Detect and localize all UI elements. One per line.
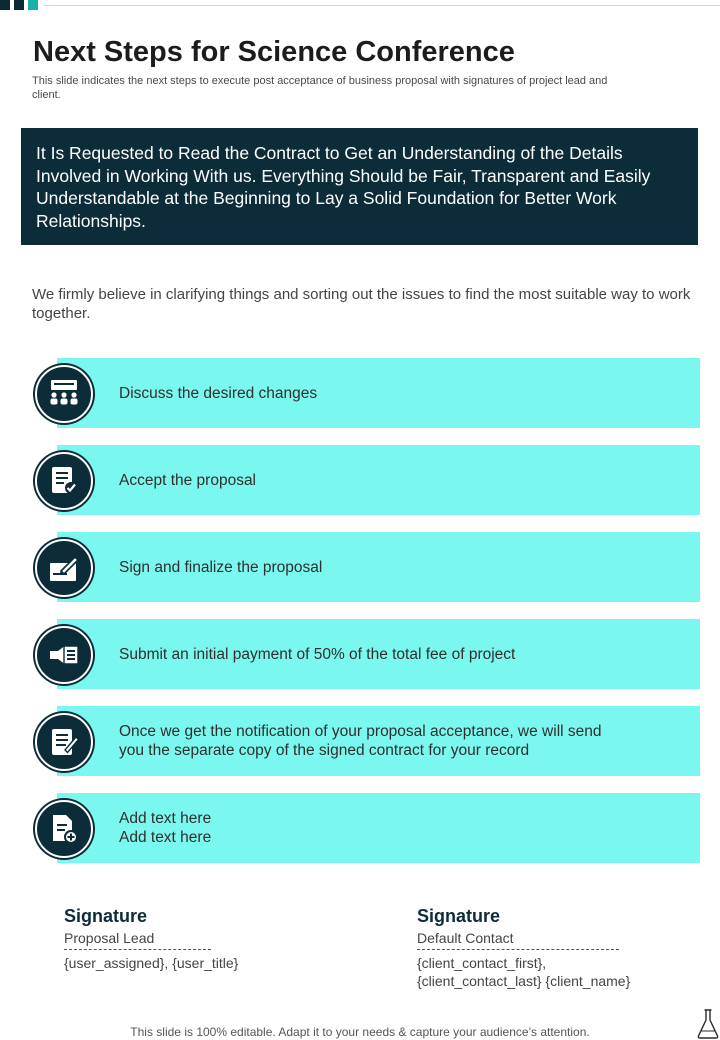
intro-text: We firmly believe in clarifying things and sorting out the issues to find the most suitable way to work together.	[32, 286, 691, 322]
signature-block-lead	[64, 906, 238, 972]
meeting-icon	[35, 365, 93, 423]
signature-block-client	[417, 906, 630, 990]
signature-pen-icon	[35, 539, 93, 597]
step-6-label: Add text here Add text here	[119, 810, 212, 846]
step-3-label: Sign and finalize the proposal	[119, 558, 323, 576]
signature-heading: Signature	[417, 906, 501, 926]
highlight-banner	[21, 128, 698, 245]
top-divider	[44, 5, 720, 6]
payment-megaphone-icon	[35, 626, 93, 684]
step-1-label: Discuss the desired changes	[119, 384, 318, 402]
signature-value: {user_assigned}, {user_title}	[64, 955, 239, 971]
signature-role: Default Contact	[417, 930, 619, 950]
flask-icon	[696, 1008, 720, 1040]
signature-heading: Signature	[64, 906, 148, 926]
corner-mark-1	[0, 0, 10, 10]
contract-copy-icon	[35, 713, 93, 771]
signature-role: Proposal Lead	[64, 930, 211, 950]
corner-mark-2	[14, 0, 24, 10]
add-document-icon	[35, 800, 93, 858]
step-4-label: Submit an initial payment of 50% of the total fee of project	[119, 645, 516, 663]
document-check-icon	[35, 452, 93, 510]
page-title: Next Steps for Science Conference	[33, 36, 515, 68]
page-subtitle: This slide indicates the next steps to execute post acceptance of business proposal with signatures of project lead and client.	[32, 75, 608, 101]
step-1	[57, 358, 700, 428]
step-5-label: Once we get the notification of your proposal acceptance, we will send you the separate copy of the signed contract for your record	[119, 723, 602, 759]
step-5	[57, 706, 700, 776]
step-2	[57, 445, 700, 515]
footer-note: This slide is 100% editable. Adapt it to your needs & capture your audience’s attention.	[130, 1025, 590, 1039]
signature-value: {client_contact_first}, {client_contact_last} {client_name}	[417, 955, 631, 989]
step-3	[57, 532, 700, 602]
step-4	[57, 619, 700, 689]
corner-mark-3	[28, 0, 38, 10]
banner-text: It Is Requested to Read the Contract to Get an Understanding of the Details Involved in Working With us. Everything Should be Fair, Transparent and Easily Understandable at the Beginning to Lay a Solid Foundation for Better Work Relationships.	[36, 143, 651, 231]
step-6	[57, 793, 700, 863]
step-2-label: Accept the proposal	[119, 471, 257, 489]
